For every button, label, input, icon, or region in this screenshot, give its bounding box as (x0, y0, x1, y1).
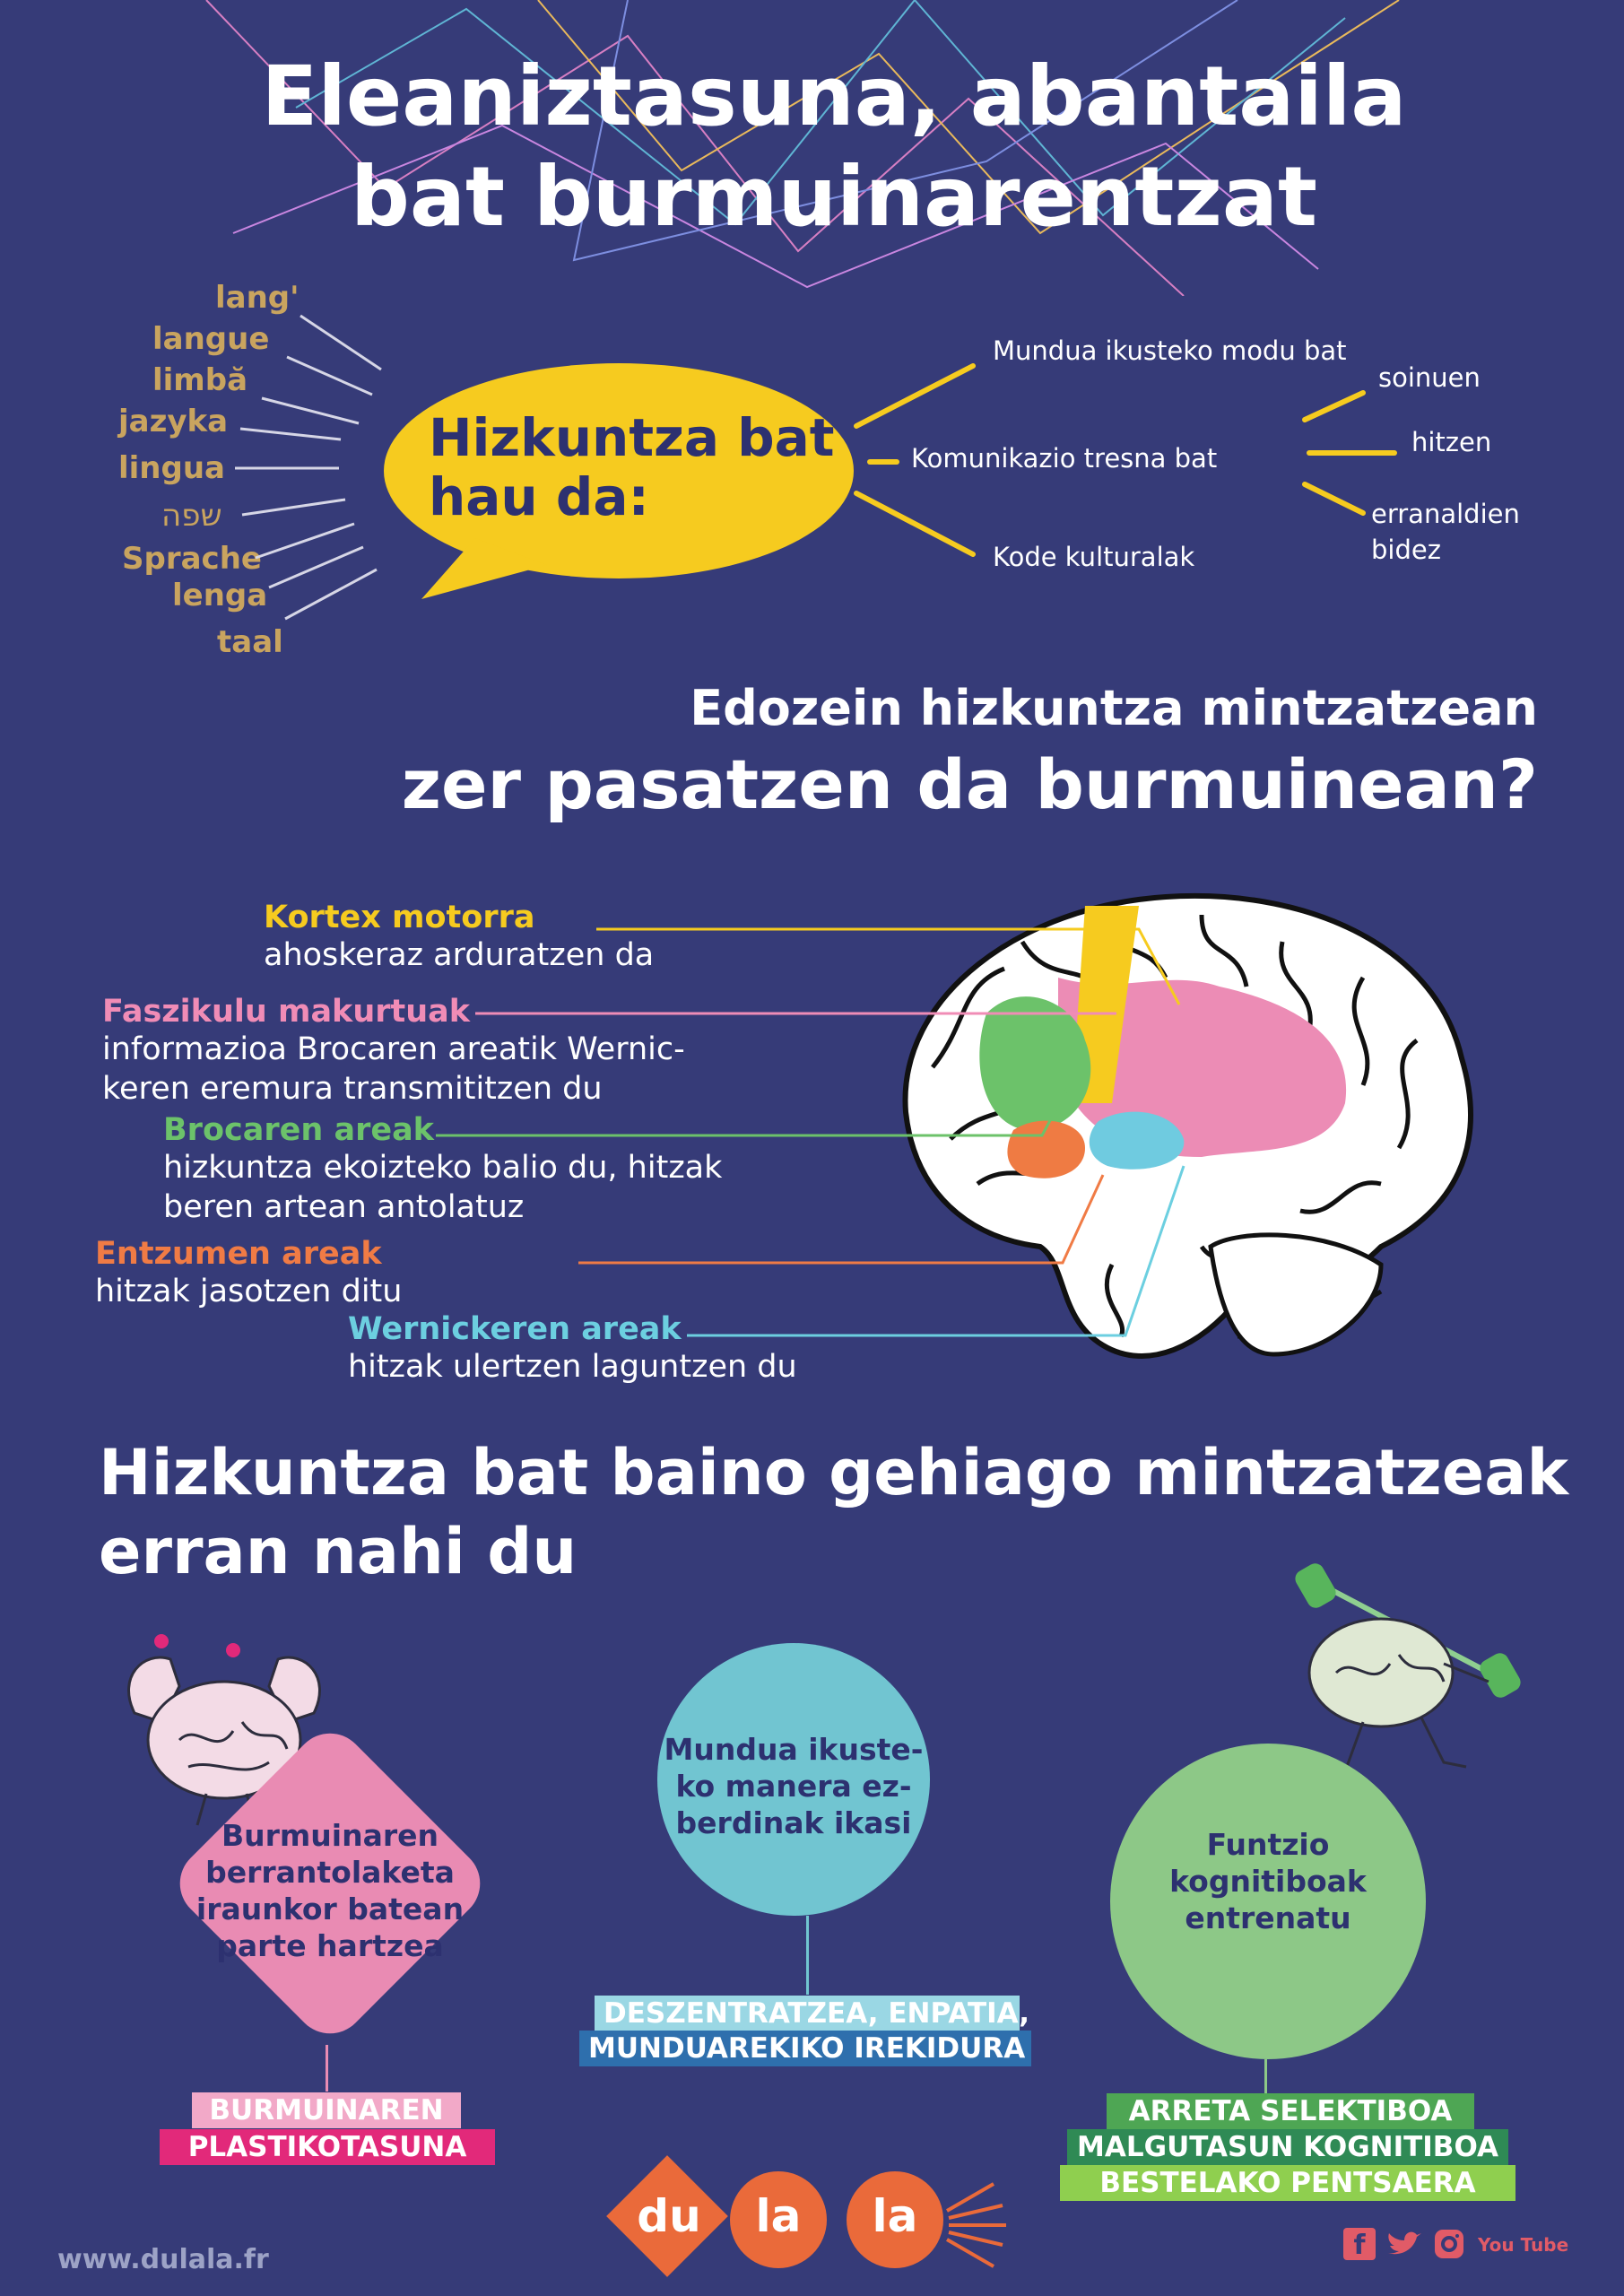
youtube-label: You Tube (1478, 2234, 1569, 2256)
word-langue: langue (152, 321, 270, 357)
area-arcuate-fasciculus-title: Faszikulu makurtuak (102, 994, 471, 1030)
title-line-2: bat burmuinarentzat (351, 149, 1317, 245)
area-motor-cortex-desc: ahoskeraz arduratzen da (264, 937, 655, 973)
word-lenga: lenga (172, 578, 268, 613)
social-icons (1343, 2228, 1568, 2264)
logo-la-1: la (730, 2171, 827, 2268)
word-limba: limbă (152, 362, 248, 398)
area-wernicke (348, 1311, 797, 1387)
benefit-cognition-text-1: Funtzio (1206, 1827, 1330, 1862)
benefit-plasticity-text-2: berrantolaketa (205, 1855, 455, 1890)
area-arcuate-fasciculus-desc-1: informazioa Brocaren areatik Wernic- (102, 1031, 685, 1067)
definition-codes: Kode kulturalak (993, 542, 1195, 572)
website-link[interactable]: www.dulala.fr (57, 2244, 269, 2275)
definition-world: Mundua ikusteko modu bat (993, 335, 1347, 366)
bubble-line-1: Hizkuntza bat (429, 407, 835, 468)
title-line-1: Eleaniztasuna, abantaila (261, 48, 1407, 144)
benefit-plasticity-diamond (169, 1722, 491, 2045)
benefit-cognition-text-2: kognitiboak (1169, 1864, 1367, 1899)
area-broca-desc-1: hizkuntza ekoizteko balio du, hitzak (163, 1150, 723, 1186)
tag-perspective-2: MUNDUAREKIKO IREKIDURA (579, 2031, 1031, 2066)
logo-rays-icon (940, 2166, 1017, 2274)
area-broca-title: Brocaren areak (163, 1112, 434, 1148)
area-broca-desc-2: beren artean antolatuz (163, 1189, 525, 1225)
area-motor-cortex-title: Kortex motorra (264, 900, 535, 935)
definition-tool: Komunikazio tresna bat (911, 443, 1218, 474)
area-auditory-title: Entzumen areak (95, 1236, 382, 1272)
area-auditory (95, 1236, 402, 1311)
logo-la-2: la (847, 2171, 943, 2268)
section3-line-1: Hizkuntza bat baino gehiago mintzatzeak (99, 1436, 1569, 1509)
section2-subtitle: Edozein hizkuntza mintzatzean (690, 680, 1538, 736)
area-wernicke-desc: hitzak ulertzen laguntzen du (348, 1349, 797, 1385)
tag-perspective-1: DESZENTRATZEA, ENPATIA, (595, 1996, 1020, 2031)
section3-line-2: erran nahi du (99, 1515, 578, 1588)
benefit-plasticity-text-4: parte hartzea (216, 1928, 444, 1963)
word-lingua: lingua (118, 450, 225, 486)
benefit-perspective-text-3: berdinak ikasi (675, 1805, 912, 1840)
benefit-plasticity-text-1: Burmuinaren (221, 1818, 439, 1853)
tag-plasticity-1: BURMUINAREN (192, 2092, 461, 2128)
means-sounds: soinuen (1378, 362, 1481, 393)
area-wernicke-title: Wernickeren areak (348, 1311, 682, 1347)
benefit-plasticity-connector (326, 2045, 328, 2092)
tag-plasticity-2: PLASTIKOTASUNA (160, 2129, 495, 2165)
section2-title: zer pasatzen da burmuinean? (401, 744, 1538, 824)
word-lang: lang' (215, 280, 300, 316)
youtube-icon[interactable] (1478, 2230, 1569, 2260)
dulala-logo (606, 2166, 1019, 2274)
benefit-cognition-connector (1264, 2059, 1267, 2093)
tag-cognition-3: BESTELAKO PENTSAERA (1060, 2165, 1515, 2201)
area-motor-cortex (264, 900, 654, 975)
means-sentences-2: bidez (1371, 535, 1441, 565)
benefit-perspective-connector (806, 1916, 809, 1995)
benefit-plasticity-text-3: iraunkor batean (195, 1892, 465, 1926)
benefit-perspective-text-1: Mundua ikuste- (664, 1732, 924, 1767)
benefit-cognition-circle (1110, 1744, 1426, 2059)
means-words: hitzen (1411, 427, 1492, 457)
area-auditory-desc: hitzak jasotzen ditu (95, 1274, 403, 1309)
area-arcuate-fasciculus (102, 994, 685, 1109)
tag-cognition-1: ARRETA SELEKTIBOA (1107, 2093, 1474, 2129)
word-sprache: Sprache (122, 541, 262, 577)
means-sentences-1: erranaldien (1371, 499, 1520, 529)
instagram-icon[interactable] (1433, 2228, 1465, 2260)
bubble-line-2: hau da: (429, 466, 649, 527)
area-broca (163, 1112, 722, 1227)
benefit-cognition-text-3: entrenatu (1185, 1900, 1351, 1935)
word-jazyka: jazyka (118, 404, 229, 439)
benefit-perspective-text-2: ko manera ez- (675, 1769, 912, 1804)
word-hebrew: שפה (161, 498, 222, 534)
area-arcuate-fasciculus-desc-2: keren eremura transmititzen du (102, 1071, 603, 1107)
facebook-icon[interactable]: f (1343, 2228, 1376, 2260)
twitter-icon[interactable] (1386, 2230, 1422, 2260)
word-taal: taal (217, 624, 283, 660)
benefit-perspective-circle (657, 1643, 930, 1916)
logo-du: du (637, 2190, 701, 2242)
tag-cognition-2: MALGUTASUN KOGNITIBOA (1067, 2129, 1508, 2165)
